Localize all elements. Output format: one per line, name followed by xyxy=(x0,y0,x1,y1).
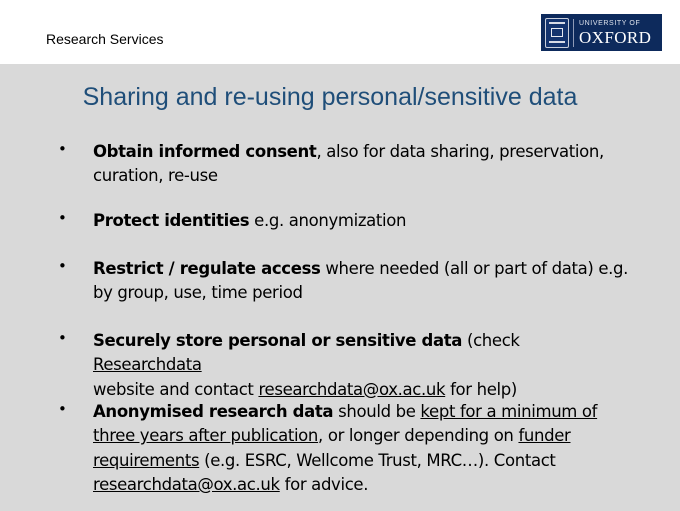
bullet-text-part: for help) xyxy=(445,379,517,399)
logo-line-small: UNIVERSITY OF xyxy=(579,19,641,27)
bullet-emphasis: Obtain informed consent xyxy=(93,142,317,161)
funder-requirements-link[interactable]: requirements xyxy=(93,450,200,470)
university-logo xyxy=(541,14,662,51)
bullet-text xyxy=(93,209,633,233)
bullet-text xyxy=(93,329,633,402)
bullet-text-part: (check xyxy=(462,331,520,350)
bullet-text-part: website and contact xyxy=(93,379,259,399)
bullet-text xyxy=(93,140,633,189)
bullet-text-part: , or longer depending on xyxy=(318,426,519,446)
bullet-dot: • xyxy=(58,257,67,275)
slide-title: Sharing and re-using personal/sensitive data xyxy=(82,83,578,111)
bullet-dot: • xyxy=(58,400,67,418)
logo-line-big: OXFORD xyxy=(579,27,652,47)
bullet-text-part: curation, re-use xyxy=(93,166,218,186)
researchdata-email-link[interactable]: researchdata@ox.ac.uk xyxy=(93,474,280,494)
logo-wordmark xyxy=(579,20,651,46)
bullet-text-part: where needed (all or part of data) e.g. xyxy=(320,259,629,278)
bullet-emphasis: Anonymised research data xyxy=(93,402,334,421)
bullet-text xyxy=(93,257,633,306)
bullet-emphasis: Restrict / regulate access xyxy=(93,259,321,278)
bullet-text-part: (e.g. ESRC, Wellcome Trust, MRC…). Contact xyxy=(199,450,556,470)
bullet-emphasis: Protect identities xyxy=(93,211,250,230)
bullet-text xyxy=(93,400,633,497)
funder-requirements-link[interactable]: funder xyxy=(518,426,571,446)
retention-period-link[interactable]: kept for a minimum of xyxy=(420,402,598,421)
bullet-text-part: should be xyxy=(333,402,421,421)
bullet-emphasis: Securely store personal or sensitive data xyxy=(93,331,463,350)
logo-divider xyxy=(573,19,574,47)
slide-body xyxy=(0,64,680,511)
bullet-text-part: for advice. xyxy=(279,474,369,494)
retention-period-link[interactable]: three years after publication xyxy=(93,426,319,446)
header-bar xyxy=(0,0,680,64)
crest-icon xyxy=(545,18,569,48)
department-label: Research Services xyxy=(46,31,164,47)
bullet-dot: • xyxy=(58,209,67,227)
bullet-list xyxy=(0,64,680,511)
researchdata-website-link[interactable]: Researchdata xyxy=(93,355,202,375)
bullet-text-part: e.g. anonymization xyxy=(249,211,407,230)
bullet-text-part: by group, use, time period xyxy=(93,283,303,303)
bullet-dot: • xyxy=(58,329,67,347)
bullet-dot: • xyxy=(58,140,67,158)
researchdata-email-link[interactable]: researchdata@ox.ac.uk xyxy=(258,379,446,399)
bullet-text-part: , also for data sharing, preservation, xyxy=(316,142,604,161)
